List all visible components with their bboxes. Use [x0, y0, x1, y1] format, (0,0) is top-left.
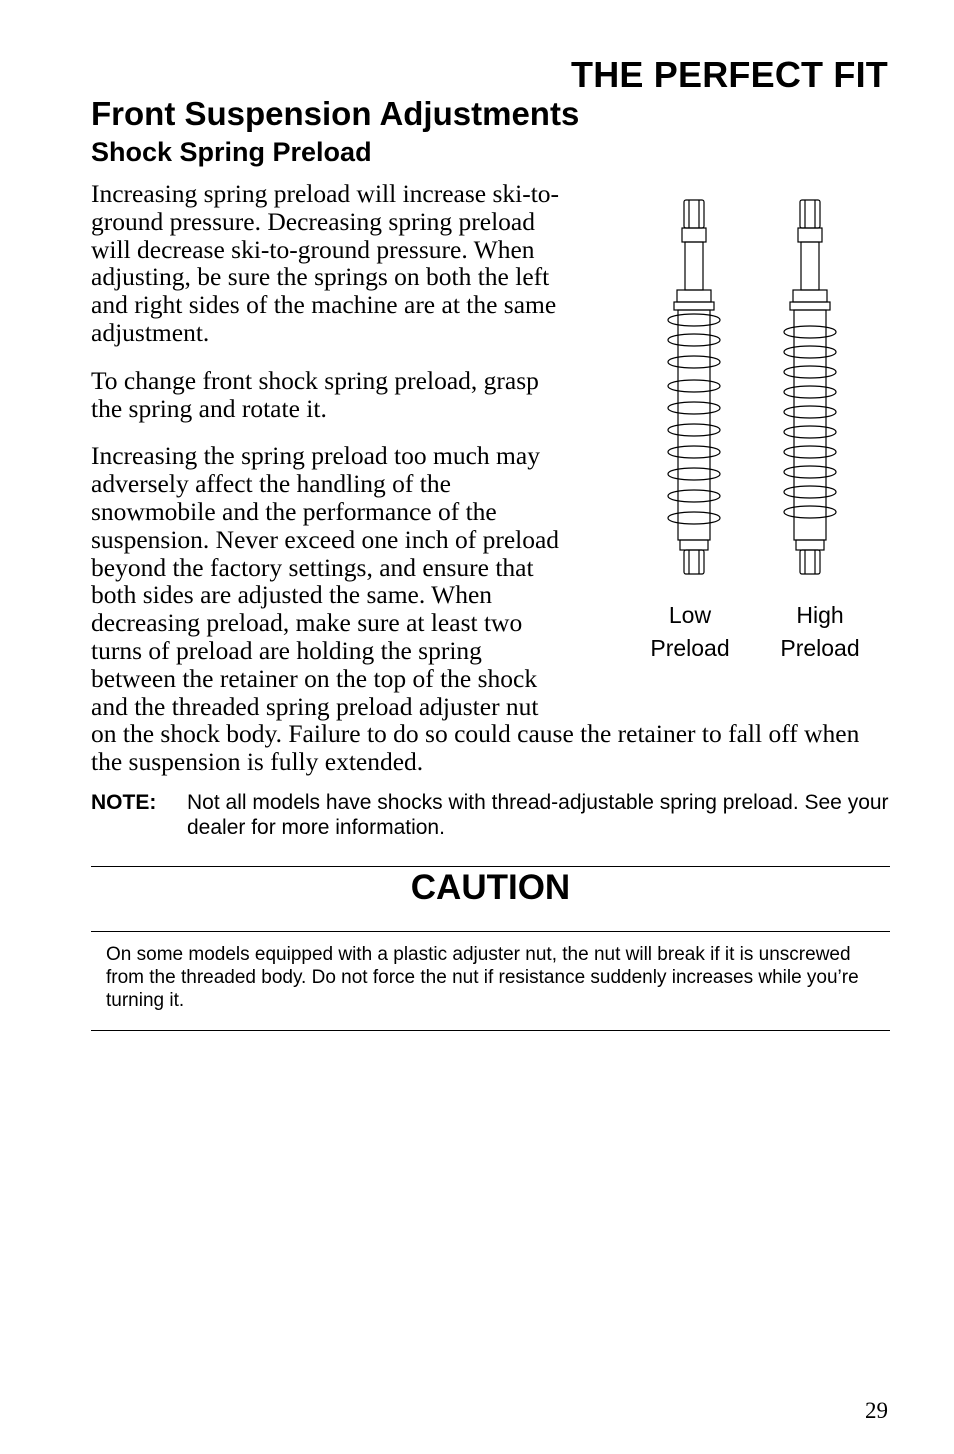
high-preload-label-line1: High [796, 602, 844, 628]
caution-title: CAUTION [410, 868, 571, 907]
note-text: Not all models have shocks with thread-adjustable spring preload. See your dealer for more information. [187, 791, 889, 839]
caution-text: On some models equipped with a plastic adjuster nut, the nut will break if it is unscrewed from the threaded body. Do not force the nut if resistance suddenly increases while you’re turning it. [106, 944, 859, 1011]
high-preload-label-line2: Preload [780, 635, 860, 661]
page-number: 29 [865, 1398, 888, 1423]
caution-title-rule [91, 931, 890, 932]
caution-top-rule [91, 866, 890, 867]
note-label: NOTE: [91, 791, 157, 814]
low-preload-label-line1: Low [668, 602, 712, 628]
caution-bottom-rule [91, 1030, 890, 1031]
high-preload-shock [784, 200, 836, 574]
sub-heading: Shock Spring Preload [91, 137, 372, 167]
shock-figure [640, 190, 880, 590]
low-preload-shock [668, 200, 720, 574]
shock-illustration [640, 190, 880, 590]
paragraph-spring-preload: Increasing spring preload will increase ski-to-ground pressure. Decreasing spring preload will decrease ski-to-ground pressure. When adjusting, be sure the springs on both the left and right sides of the machine are at the same adjustment. [91, 179, 560, 347]
low-preload-label-line2: Preload [650, 635, 730, 661]
note [91, 790, 891, 840]
paragraph-preload-warning: Increasing the spring preload too much may adversely affect the handling of the snowmobile and the performance of the suspension. Never exceed one inch of preload beyond the factory settings, and ensure that both sides are adjusted the same. When decreasing preload, make sure at least two turns of preload are holding the spring between the retainer on the top of the shock and the threaded spring preload adjuster nut on the shock body. Failure to do so could cause the retainer to fall off when the suspension is fully extended. [91, 441, 860, 777]
low-preload-caption [640, 599, 740, 665]
page-heading: Front Suspension Adjustments [91, 95, 580, 132]
section-title: THE PERFECT FIT [571, 54, 888, 95]
paragraph-change-preload: To change front shock spring preload, grasp the spring and rotate it. [91, 365, 539, 423]
high-preload-caption [770, 599, 870, 665]
